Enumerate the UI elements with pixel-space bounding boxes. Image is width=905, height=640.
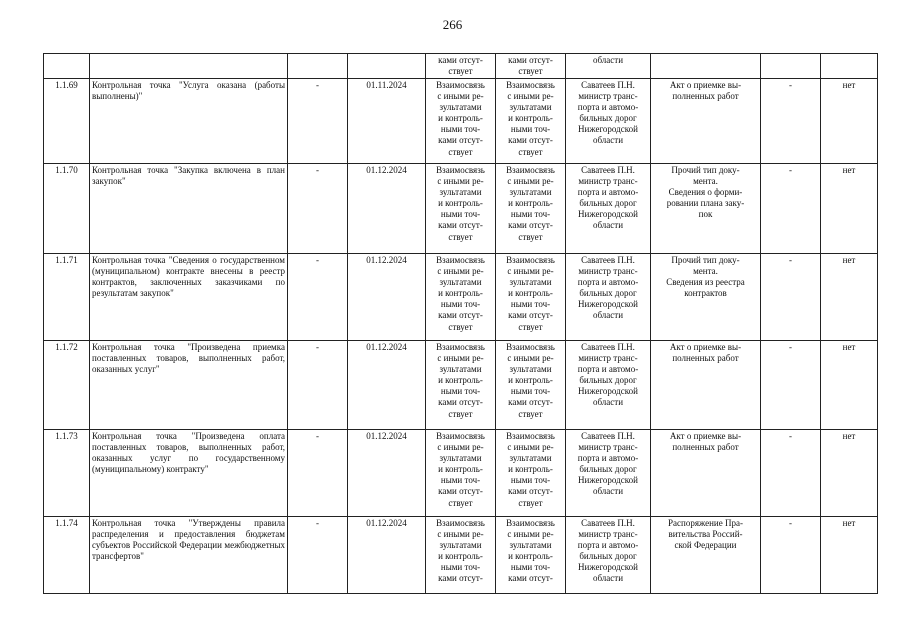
- start-date-cell: -: [288, 341, 348, 430]
- cell-line: области: [592, 310, 624, 321]
- due-date-cell: 01.12.2024: [348, 430, 426, 517]
- cell-line: порта и автомо-: [577, 540, 639, 551]
- cell-line: министр транс-: [578, 91, 638, 102]
- cell-line: с иными ре-: [507, 91, 554, 102]
- cell-line: ными точ-: [510, 475, 551, 486]
- cell-line: вительства Россий-: [668, 529, 743, 540]
- cell-line: порта и автомо-: [577, 364, 639, 375]
- relation-cell-1: [426, 341, 496, 430]
- table-cell: [348, 54, 426, 79]
- flag-cell: нет: [821, 254, 878, 341]
- cell-line: зультатами: [509, 102, 552, 113]
- cell-line: Взаимосвязь: [436, 431, 485, 441]
- info-system-cell: -: [761, 517, 821, 594]
- cell-line: министр транс-: [578, 266, 638, 277]
- cell-line: ствует: [518, 321, 543, 332]
- document-type-cell: [651, 517, 761, 594]
- table-cell: [651, 54, 761, 79]
- cell-line: ными точ-: [440, 562, 481, 573]
- cell-line: Акт о приемке вы-: [669, 431, 742, 441]
- cell-line: ными точ-: [510, 562, 551, 573]
- cell-line: ствует: [518, 66, 543, 77]
- cell-line: Взаимосвязь: [436, 80, 485, 90]
- cell-line: области: [592, 135, 624, 146]
- cell-line: министр транс-: [578, 176, 638, 187]
- info-system-cell: -: [761, 254, 821, 341]
- cell-line: Акт о приемке вы-: [669, 342, 742, 352]
- cell-line: бильных дорог: [579, 375, 637, 386]
- cell-line: с иными ре-: [437, 176, 484, 187]
- table-row: [44, 164, 878, 254]
- cell-line: бильных дорог: [579, 113, 637, 124]
- cell-line: зультатами: [439, 277, 482, 288]
- cell-line: Сведения о форми-: [668, 187, 743, 198]
- cell-line: Саватеев П.Н.: [581, 255, 635, 265]
- cell-line: Взаимосвязь: [436, 518, 485, 528]
- cell-line: Взаимосвязь: [436, 255, 485, 265]
- start-date-cell: -: [288, 79, 348, 164]
- cell-line: полненных работ: [672, 353, 739, 364]
- cell-line: Саватеев П.Н.: [581, 165, 635, 175]
- cell-line: ками отсут-: [508, 55, 553, 65]
- cell-line: зультатами: [439, 102, 482, 113]
- cell-line: и контроль-: [508, 551, 553, 562]
- relation-cell-2: [496, 54, 566, 79]
- cell-line: Нижегородской: [578, 299, 638, 310]
- responsible-cell: [566, 54, 651, 79]
- cell-line: Взаимосвязь: [506, 518, 555, 528]
- cell-line: бильных дорог: [579, 288, 637, 299]
- cell-line: ствует: [518, 408, 543, 419]
- cell-line: ствует: [518, 146, 543, 157]
- due-date-cell: 01.12.2024: [348, 164, 426, 254]
- row-number: 1.1.70: [44, 164, 90, 254]
- cell-line: ными точ-: [440, 209, 481, 220]
- control-point-name: Контрольная точка "Услуга оказана (работы выполнены)": [90, 79, 288, 164]
- control-points-table: [43, 53, 878, 594]
- flag-cell: нет: [821, 430, 878, 517]
- cell-line: министр транс-: [578, 442, 638, 453]
- cell-line: с иными ре-: [507, 529, 554, 540]
- cell-line: ными точ-: [510, 124, 551, 135]
- control-point-name: Контрольная точка "Утверждены правила распределения и предоставления бюджетам субъектов Российской Федерации межбюджетных трансфертов": [90, 517, 288, 594]
- cell-line: области: [592, 220, 624, 231]
- row-number: 1.1.72: [44, 341, 90, 430]
- cell-line: Прочий тип доку-: [671, 165, 740, 175]
- cell-line: Саватеев П.Н.: [581, 518, 635, 528]
- cell-line: и контроль-: [438, 113, 483, 124]
- page-number: 266: [442, 17, 463, 32]
- start-date-cell: -: [288, 517, 348, 594]
- table-row: [44, 254, 878, 341]
- info-system-cell: -: [761, 341, 821, 430]
- cell-line: Взаимосвязь: [506, 165, 555, 175]
- cell-line: Саватеев П.Н.: [581, 431, 635, 441]
- cell-line: с иными ре-: [507, 266, 554, 277]
- cell-line: ками отсут-: [508, 135, 553, 146]
- cell-line: зультатами: [439, 453, 482, 464]
- cell-line: Взаимосвязь: [436, 165, 485, 175]
- cell-line: Нижегородской: [578, 475, 638, 486]
- control-point-name: Контрольная точка "Произведена оплата поставленных товаров, выполненных работ, оказанных услуг по государственному (муниципальному) контракту": [90, 430, 288, 517]
- cell-line: и контроль-: [438, 375, 483, 386]
- cell-line: ками отсут-: [438, 220, 483, 231]
- cell-line: мента.: [693, 176, 718, 187]
- cell-line: Нижегородской: [578, 209, 638, 220]
- cell-line: и контроль-: [438, 288, 483, 299]
- due-date-cell: 01.11.2024: [348, 79, 426, 164]
- start-date-cell: -: [288, 430, 348, 517]
- cell-line: зультатами: [439, 364, 482, 375]
- cell-line: ствует: [448, 497, 473, 508]
- cell-line: ками отсут-: [508, 220, 553, 231]
- cell-line: порта и автомо-: [577, 187, 639, 198]
- cell-line: ными точ-: [440, 299, 481, 310]
- cell-line: ками отсут-: [508, 573, 553, 584]
- flag-cell: нет: [821, 341, 878, 430]
- cell-line: области: [592, 573, 624, 584]
- due-date-cell: 01.12.2024: [348, 254, 426, 341]
- cell-line: и контроль-: [508, 288, 553, 299]
- cell-line: с иными ре-: [507, 176, 554, 187]
- relation-cell-2: [496, 341, 566, 430]
- cell-line: пок: [698, 209, 713, 220]
- cell-line: бильных дорог: [579, 551, 637, 562]
- cell-line: ными точ-: [440, 386, 481, 397]
- relation-cell-2: [496, 254, 566, 341]
- row-number: 1.1.71: [44, 254, 90, 341]
- cell-line: зультатами: [509, 453, 552, 464]
- cell-line: ными точ-: [440, 475, 481, 486]
- control-point-name: Контрольная точка "Закупка включена в план закупок": [90, 164, 288, 254]
- cell-line: ными точ-: [440, 124, 481, 135]
- cell-line: зультатами: [509, 364, 552, 375]
- cell-line: Взаимосвязь: [506, 342, 555, 352]
- cell-line: области: [592, 486, 624, 497]
- cell-line: Акт о приемке вы-: [669, 80, 742, 90]
- cell-line: Прочий тип доку-: [671, 255, 740, 265]
- relation-cell-2: [496, 79, 566, 164]
- start-date-cell: -: [288, 254, 348, 341]
- responsible-cell: [566, 341, 651, 430]
- table-cell: [44, 54, 90, 79]
- cell-line: и контроль-: [508, 113, 553, 124]
- relation-cell-2: [496, 430, 566, 517]
- cell-line: Сведения из реестра: [666, 277, 745, 288]
- cell-line: с иными ре-: [437, 91, 484, 102]
- cell-line: министр транс-: [578, 353, 638, 364]
- flag-cell: нет: [821, 79, 878, 164]
- cell-line: Нижегородской: [578, 562, 638, 573]
- cell-line: с иными ре-: [437, 442, 484, 453]
- cell-line: зультатами: [439, 540, 482, 551]
- table-row: [44, 79, 878, 164]
- cell-line: ками отсут-: [438, 55, 483, 65]
- cell-line: с иными ре-: [437, 266, 484, 277]
- cell-line: бильных дорог: [579, 198, 637, 209]
- cell-line: полненных работ: [672, 442, 739, 453]
- flag-cell: нет: [821, 517, 878, 594]
- cell-line: ствует: [448, 231, 473, 242]
- relation-cell-1: [426, 517, 496, 594]
- responsible-cell: [566, 164, 651, 254]
- due-date-cell: 01.12.2024: [348, 341, 426, 430]
- cell-line: мента.: [693, 266, 718, 277]
- cell-line: области: [592, 55, 624, 65]
- table-cell: [288, 54, 348, 79]
- cell-line: ками отсут-: [438, 486, 483, 497]
- cell-line: ками отсут-: [508, 310, 553, 321]
- cell-line: Взаимосвязь: [436, 342, 485, 352]
- info-system-cell: -: [761, 430, 821, 517]
- cell-line: полненных работ: [672, 91, 739, 102]
- cell-line: Распоряжение Пра-: [668, 518, 743, 528]
- cell-line: и контроль-: [508, 375, 553, 386]
- cell-line: зультатами: [509, 540, 552, 551]
- cell-line: ками отсут-: [438, 397, 483, 408]
- cell-line: с иными ре-: [507, 442, 554, 453]
- cell-line: с иными ре-: [437, 353, 484, 364]
- cell-line: ными точ-: [510, 386, 551, 397]
- cell-line: ровании плана заку-: [666, 198, 745, 209]
- cell-line: порта и автомо-: [577, 453, 639, 464]
- cell-line: Взаимосвязь: [506, 431, 555, 441]
- cell-line: ками отсут-: [438, 310, 483, 321]
- relation-cell-1: [426, 54, 496, 79]
- relation-cell-1: [426, 430, 496, 517]
- cell-line: Нижегородской: [578, 124, 638, 135]
- cell-line: ствует: [448, 321, 473, 332]
- info-system-cell: -: [761, 164, 821, 254]
- cell-line: ными точ-: [510, 209, 551, 220]
- control-point-name: Контрольная точка "Произведена приемка поставленных товаров, выполненных работ, оказанных услуг": [90, 341, 288, 430]
- table-cell: [761, 54, 821, 79]
- cell-line: ками отсут-: [438, 573, 483, 584]
- relation-cell-2: [496, 164, 566, 254]
- cell-line: с иными ре-: [507, 353, 554, 364]
- document-type-cell: [651, 341, 761, 430]
- cell-line: порта и автомо-: [577, 102, 639, 113]
- due-date-cell: 01.12.2024: [348, 517, 426, 594]
- relation-cell-2: [496, 517, 566, 594]
- table-cell: [90, 54, 288, 79]
- table-row: [44, 341, 878, 430]
- cell-line: ками отсут-: [508, 397, 553, 408]
- cell-line: и контроль-: [508, 464, 553, 475]
- cell-line: ками отсут-: [438, 135, 483, 146]
- cell-line: Взаимосвязь: [506, 255, 555, 265]
- cell-line: Нижегородской: [578, 386, 638, 397]
- cell-line: и контроль-: [508, 198, 553, 209]
- cell-line: ными точ-: [510, 299, 551, 310]
- start-date-cell: -: [288, 164, 348, 254]
- cell-line: зультатами: [509, 277, 552, 288]
- cell-line: бильных дорог: [579, 464, 637, 475]
- responsible-cell: [566, 79, 651, 164]
- cell-line: области: [592, 397, 624, 408]
- cell-line: и контроль-: [438, 464, 483, 475]
- cell-line: министр транс-: [578, 529, 638, 540]
- cell-line: ками отсут-: [508, 486, 553, 497]
- cell-line: ствует: [448, 408, 473, 419]
- cell-line: и контроль-: [438, 551, 483, 562]
- relation-cell-1: [426, 164, 496, 254]
- cell-line: и контроль-: [438, 198, 483, 209]
- cell-line: ствует: [448, 146, 473, 157]
- cell-line: Саватеев П.Н.: [581, 80, 635, 90]
- row-number: 1.1.73: [44, 430, 90, 517]
- relation-cell-1: [426, 254, 496, 341]
- table-row: [44, 430, 878, 517]
- cell-line: ствует: [518, 231, 543, 242]
- document-type-cell: [651, 430, 761, 517]
- relation-cell-1: [426, 79, 496, 164]
- cell-line: с иными ре-: [437, 529, 484, 540]
- cell-line: порта и автомо-: [577, 277, 639, 288]
- cell-line: ствует: [448, 66, 473, 77]
- cell-line: контрактов: [684, 288, 727, 299]
- row-number: 1.1.69: [44, 79, 90, 164]
- document-type-cell: [651, 164, 761, 254]
- responsible-cell: [566, 517, 651, 594]
- cell-line: Саватеев П.Н.: [581, 342, 635, 352]
- continuation-row: [44, 54, 878, 79]
- responsible-cell: [566, 254, 651, 341]
- cell-line: Взаимосвязь: [506, 80, 555, 90]
- control-point-name: Контрольная точка "Сведения о государственном (муниципальном) контракте внесены в реестр контрактов, заключенных заказчиками по результатам закупок": [90, 254, 288, 341]
- flag-cell: нет: [821, 164, 878, 254]
- responsible-cell: [566, 430, 651, 517]
- cell-line: зультатами: [509, 187, 552, 198]
- document-type-cell: [651, 254, 761, 341]
- cell-line: ствует: [518, 497, 543, 508]
- table-row: [44, 517, 878, 594]
- cell-line: ской Федерации: [674, 540, 737, 551]
- document-type-cell: [651, 79, 761, 164]
- info-system-cell: -: [761, 79, 821, 164]
- cell-line: зультатами: [439, 187, 482, 198]
- row-number: 1.1.74: [44, 517, 90, 594]
- table-cell: [821, 54, 878, 79]
